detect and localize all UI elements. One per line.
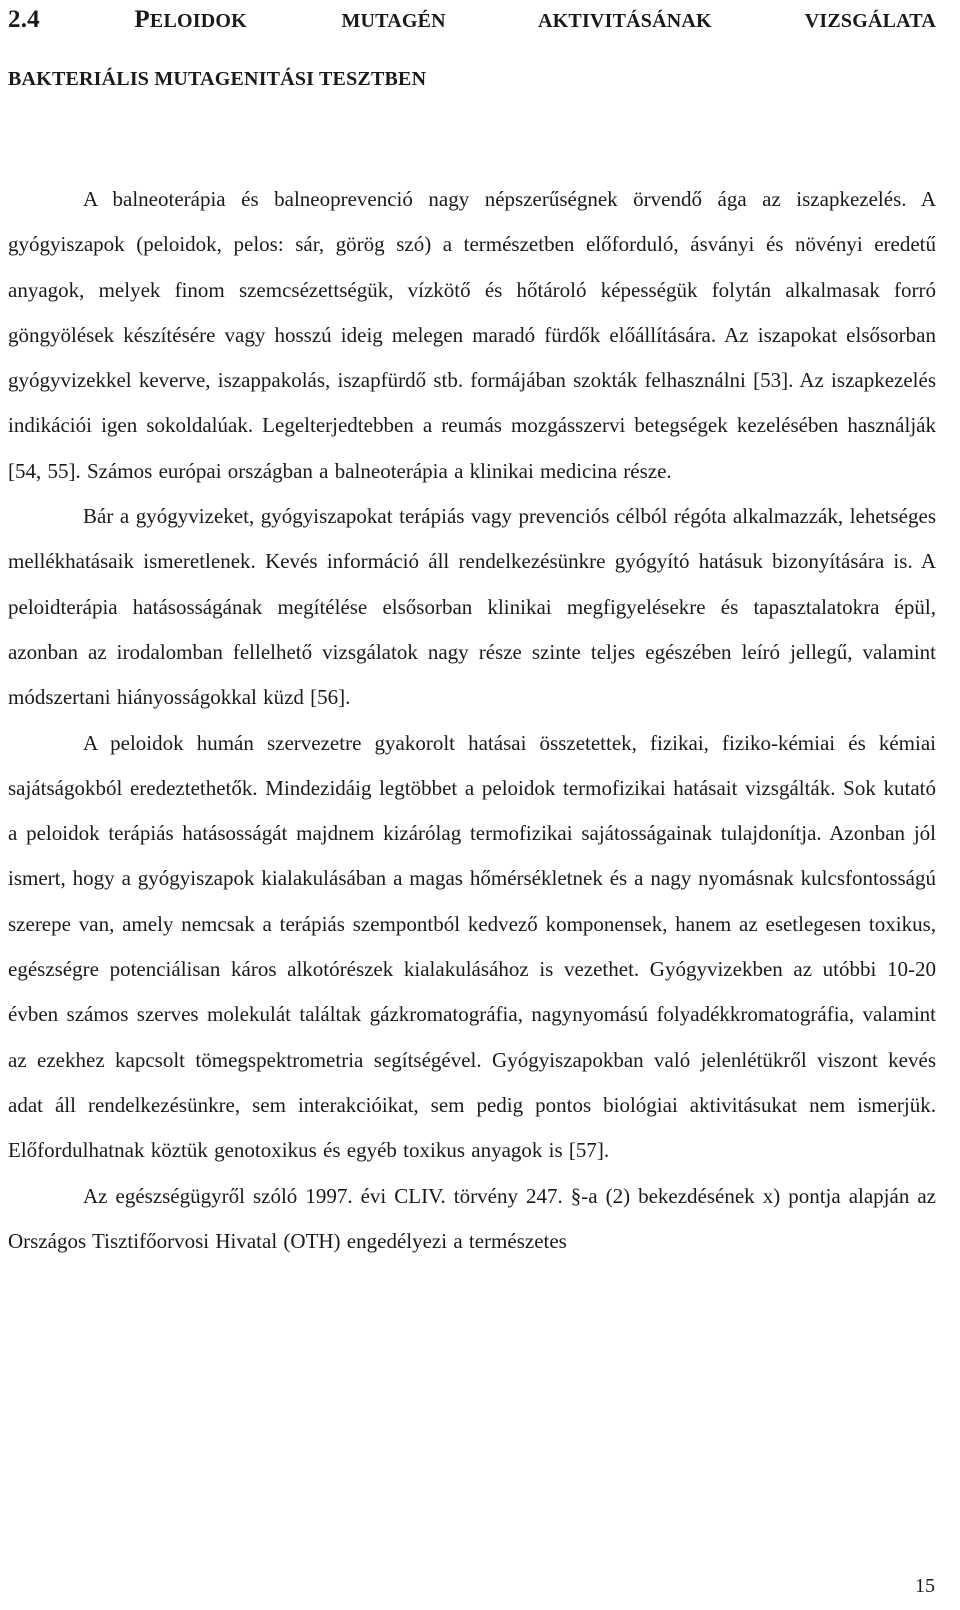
heading-word1-cap: P [134, 6, 150, 33]
page-number: 15 [915, 1575, 935, 1597]
section-number: 2.4 [8, 6, 40, 33]
paragraph-2: Bár a gyógyvizeket, gyógyiszapokat terápiás vagy prevenciós célból régóta alkalmazzák, lehetséges mellékhatásaik ismeretlenek. Kevés információ áll rendelkezésünkre gyógyító hatásuk bizonyítására is. A peloidterápia hatásosságának megítélése elsősorban klinikai megfigyelésekre és tapasztalatokra épül, azonban az irodalomban fellelhető vizsgálatok nagy része szinte teljes egészében leíró jellegű, valamint módszertani hiányosságokkal küzd [56]. [8, 504, 936, 710]
heading-line1-rest: MUTAGÉN AKTIVITÁSÁNAK VIZSGÁLATA [341, 10, 936, 32]
section-heading-line2 [8, 58, 936, 98]
body-text [8, 177, 936, 1264]
paragraph-4: Az egészségügyről szóló 1997. évi CLIV. törvény 247. §-a (2) bekezdésének x) pontja alapján az Országos Tisztifőorvosi Hivatal (OTH) engedélyezi a természetes [8, 1183, 936, 1253]
paragraph-3: A peloidok humán szervezetre gyakorolt hatásai összetettek, fizikai, fiziko-kémiai és kémiai sajátságokból eredeztethetők. Mindezidáig legtöbbet a peloidok termofizikai hatásait vizsgálták. Sok kutató a peloidok terápiás hatásosságát majdnem kizárólag termofizikai sajátosságainak tulajdonítja. Azonban jól ismert, hogy a gyógyiszapok kialakulásában a magas hőmérsékletnek és a nagy nyomásnak kulcsfontosságú szerepe van, amely nemcsak a terápiás szempontból kedvező komponensek, hanem az esetlegesen toxikus, egészségre potenciálisan káros alkotórészek kialakulásához is vezethet. Gyógyvizekben az utóbbi 10-20 évben számos szerves molekulát találtak gázkromatográfia, nagynyomású folyadékkromatográfia, valamint az ezekhez kapcsolt tömegspektrometria segítségével. Gyógyiszapokban való jelenlétükről viszont kevés adat áll rendelkezésünkre, sem interakcióikat, sem pedig pontos biológiai aktivitásukat nem ismerjük. Előfordulhatnak köztük genotoxikus és egyéb toxikus anyagok is [57]. [8, 730, 936, 1163]
document-page [8, 0, 936, 1264]
paragraph-1: A balneoterápia és balneoprevenció nagy népszerűségnek örvendő ága az iszapkezelés. A gyógyiszapok (peloidok, pelos: sár, görög szó) a természetben előforduló, ásványi és növényi eredetű anyagok, melyek finom szemcsézettségük, vízkötő és hőtároló képességük folytán alkalmasak forró göngyölések készítésére vagy hosszú ideig melegen maradó fürdők előállítására. Az iszapokat elsősorban gyógyvizekkel keverve, iszappakolás, iszapfürdő stb. formájában szokták felhasználni [53]. Az iszapkezelés indikációi igen sokoldalúak. Legelterjedtebben a reumás mozgásszervi betegségek kezelésében használják [54, 55]. Számos európai országban a balneoterápia a klinikai medicina része. [8, 187, 936, 483]
heading-line2-text: BAKTERIÁLIS MUTAGENITÁSI TESZTBEN [8, 68, 427, 90]
heading-word1-rest: ELOIDOK [149, 10, 247, 32]
section-heading-line1 [8, 0, 936, 40]
